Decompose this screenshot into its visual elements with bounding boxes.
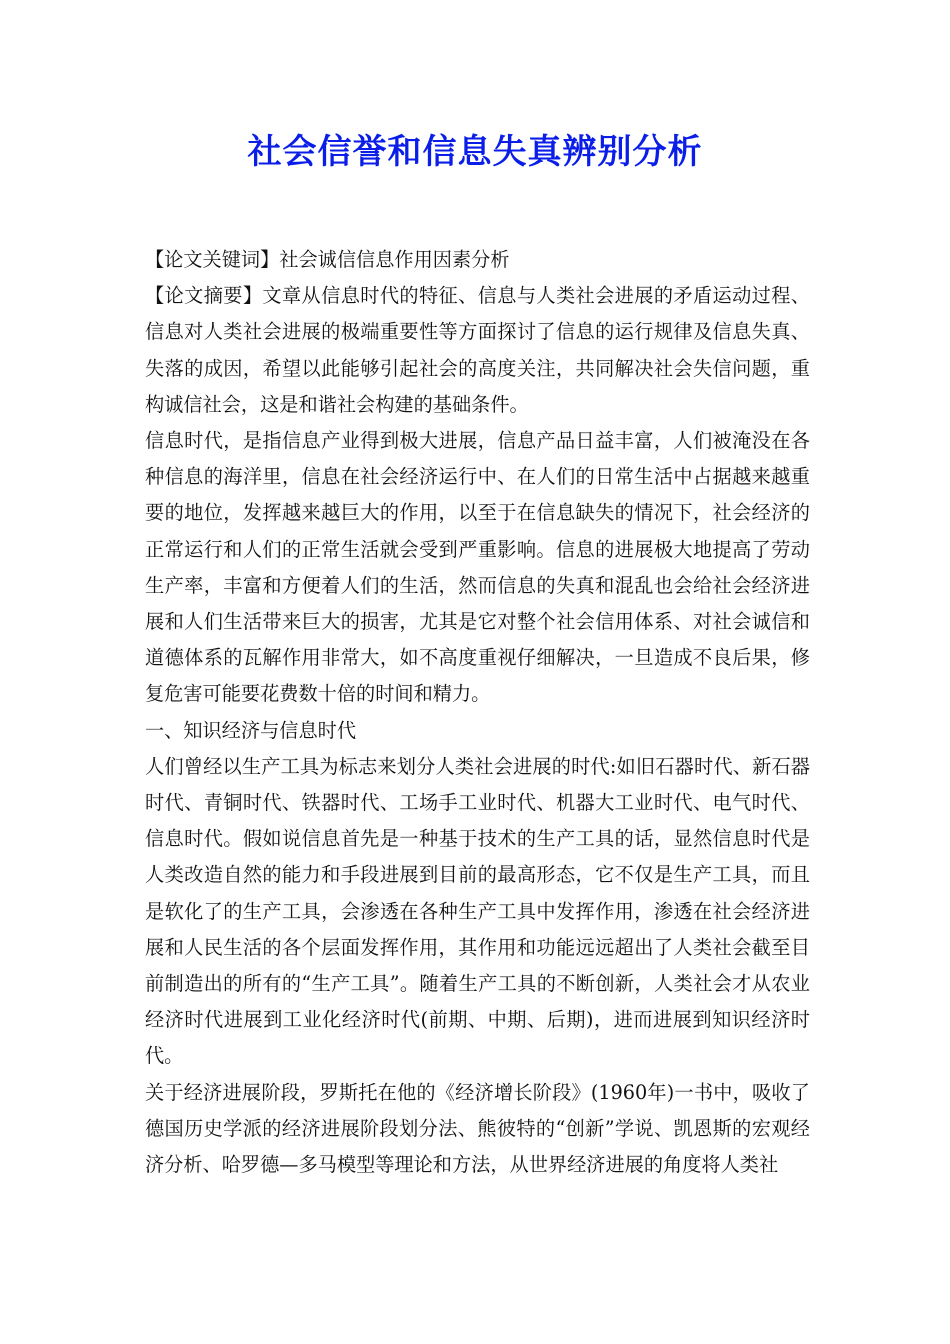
document-body	[145, 242, 810, 1183]
body-paragraph: 人们曾经以生产工具为标志来划分人类社会进展的时代:如旧石器时代、新石器时代、青铜时代、铁器时代、工场手工业时代、机器大工业时代、电气时代、信息时代。假如说信息首先是一种基于技术的生产工具的话，显然信息时代是人类改造自然的能力和手段进展到目前的最高形态，它不仅是生产工具，而且是软化了的生产工具，会渗透在各种生产工具中发挥作用，渗透在社会经济进展和人民生活的各个层面发挥作用，其作用和功能远远超出了人类社会截至目前制造出的所有的“生产工具”。随着生产工具的不断创新，人类社会才从农业经济时代进展到工业化经济时代(前期、中期、后期)，进而进展到知识经济时代。	[145, 754, 810, 1068]
section-heading: 一、知识经济与信息时代	[145, 718, 357, 742]
document-title: 社会信誉和信息失真辨别分析	[247, 132, 703, 172]
abstract-paragraph: 【论文摘要】文章从信息时代的特征、信息与人类社会进展的矛盾运动过程、信息对人类社会进展的极端重要性等方面探讨了信息的运行规律及信息失真、失落的成因，希望以此能够引起社会的高度关注，共同解决社会失信问题，重构诚信社会，这是和谐社会构建的基础条件。	[145, 284, 810, 416]
body-paragraph: 关于经济进展阶段，罗斯托在他的《经济增长阶段》(1960年)一书中，吸收了德国历史学派的经济进展阶段划分法、熊彼特的“创新”学说、凯恩斯的宏观经济分析、哈罗德—多马模型等理论和方法，从世界经济进展的角度将人类社	[145, 1080, 810, 1177]
keywords-paragraph: 【论文关键词】社会诚信信息作用因素分析	[145, 248, 510, 271]
body-paragraph: 信息时代，是指信息产业得到极大进展，信息产品日益丰富，人们被淹没在各种信息的海洋里，信息在社会经济运行中、在人们的日常生活中占据越来越重要的地位，发挥越来越巨大的作用，以至于在信息缺失的情况下，社会经济的正常运行和人们的正常生活就会受到严重影响。信息的进展极大地提高了劳动生产率，丰富和方便着人们的生活，然而信息的失真和混乱也会给社会经济进展和人们生活带来巨大的损害，尤其是它对整个社会信用体系、对社会诚信和道德体系的瓦解作用非常大，如不高度重视仔细解决，一旦造成不良后果，修复危害可能要花费数十倍的时间和精力。	[145, 429, 810, 706]
